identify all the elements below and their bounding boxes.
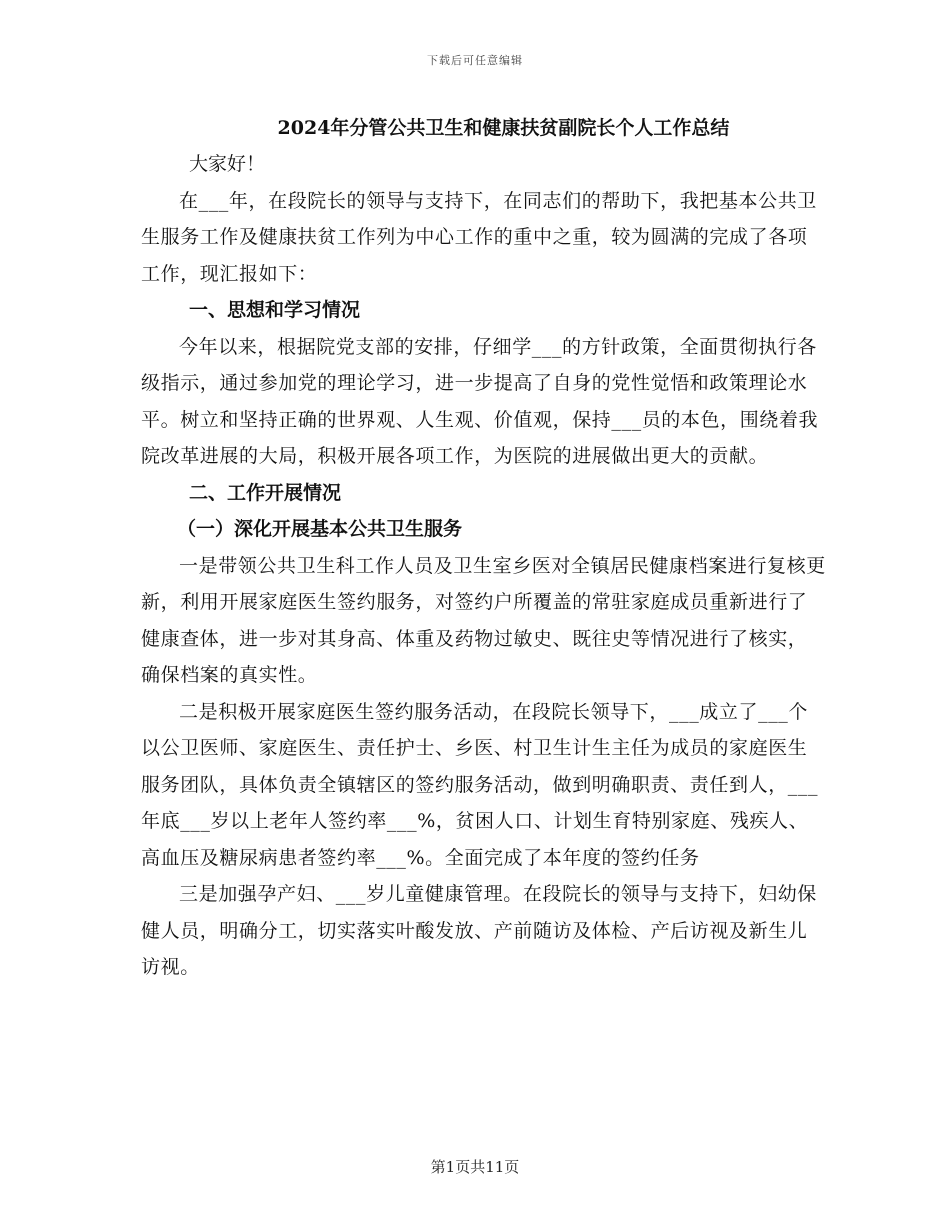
- item-1-paragraph: 一是带领公共卫生科工作人员及卫生室乡医对全镇居民健康档案进行复核更新，利用开展家庭医生签约服务，对签约户所覆盖的常驻家庭成员重新进行了健康查体，进一步对其身高、体重及药物过敏史、既往史等情况进行了核实，确保档案的真实性。: [141, 554, 826, 686]
- document-title: 2024年分管公共卫生和健康扶贫副院长个人工作总结: [277, 117, 730, 139]
- section-1-paragraph: 今年以来，根据院党支部的安排，仔细学___的方针政策，全面贯彻执行各级指示，通过参加党的理论学习，进一步提高了自身的党性觉悟和政策理论水平。树立和坚持正确的世界观、人生观、价值观，保持___员的本色，围绕着我院改革进展的大局，积极开展各项工作，为医院的进展做出更大的贡献。: [141, 335, 819, 467]
- section-1-heading: 一、思想和学习情况: [189, 299, 361, 321]
- item-3-paragraph: 三是加强孕产妇、___岁儿童健康管理。在段院长的领导与支持下，妇幼保健人员，明确分工，切实落实叶酸发放、产前随访及体检、产后访视及新生儿访视。: [141, 883, 817, 978]
- page-footer: 第1页共11页: [430, 1158, 520, 1176]
- document-body: [141, 110, 826, 986]
- greeting: 大家好！: [189, 153, 266, 175]
- item-2-paragraph: 二是积极开展家庭医生签约服务活动，在段院长领导下，___成立了___个以公卫医师、家庭医生、责任护士、乡医、村卫生计生主任为成员的家庭医生服务团队，具体负责全镇辖区的签约服务活动，做到明确职责、责任到人，___年底___岁以上老年人签约率___%，贫困人口、计划生育特别家庭、残疾人、高血压及糖尿病患者签约率___%。全面完成了本年度的签约任务: [141, 700, 819, 869]
- page-header-note: 下载后可任意编辑: [427, 54, 523, 67]
- subsection-1-heading: （一）深化开展基本公共卫生服务: [177, 518, 463, 540]
- intro-paragraph: 在___年，在段院长的领导与支持下，在同志们的帮助下，我把基本公共卫生服务工作及健康扶贫工作列为中心工作的重中之重，较为圆满的完成了各项工作，现汇报如下：: [141, 189, 817, 285]
- section-2-heading: 二、工作开展情况: [189, 481, 342, 504]
